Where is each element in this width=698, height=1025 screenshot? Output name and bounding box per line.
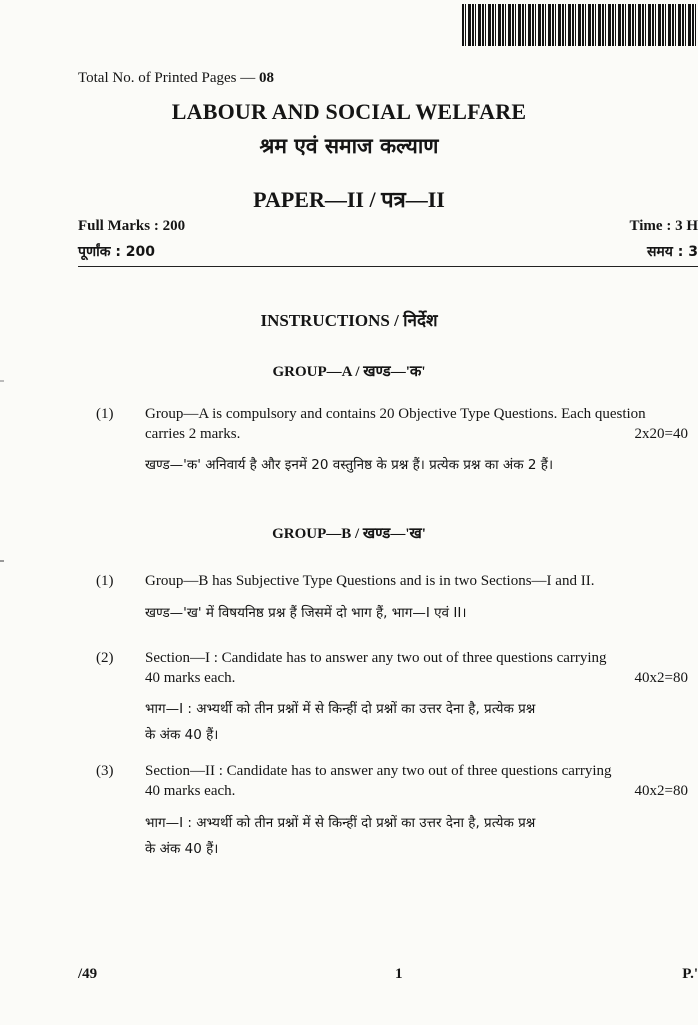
group-b-heading: GROUP—B / खण्ड—'ख'	[272, 526, 426, 542]
item-text-line2: 40 marks each.	[145, 783, 236, 799]
group-b-item-2-hindi-line2: के अंक 40 हैं।	[145, 727, 219, 743]
item-marks: 40x2=80	[634, 670, 688, 686]
printed-pages-line	[78, 70, 274, 87]
item-number: (1)	[96, 406, 114, 422]
barcode	[462, 4, 698, 46]
item-text-line2: 40 marks each.	[145, 670, 236, 686]
item-text-line2: carries 2 marks.	[145, 426, 241, 442]
item-marks: 2x20=40	[634, 426, 688, 442]
group-b-item-1-hindi: खण्ड—'ख' में विषयनिष्ठ प्रश्न हैं जिसमें दो भाग हैं, भाग—I एवं II।	[145, 605, 467, 621]
item-text-line1: Section—II : Candidate has to answer any two out of three questions carrying	[145, 763, 612, 779]
group-b-item-3-hindi-line2: के अंक 40 हैं।	[145, 841, 219, 857]
printed-pages-label: Total No. of Printed Pages —	[78, 70, 260, 86]
paper-title-hindi: श्रम एवं समाज कल्याण	[259, 134, 439, 158]
item-number: (3)	[96, 763, 114, 779]
group-a-heading: GROUP—A / खण्ड—'क'	[272, 364, 426, 380]
group-a-item-1-hindi: खण्ड—'क' अनिवार्य है और इनमें 20 वस्तुनिष्ठ के प्रश्न हैं। प्रत्येक प्रश्न का अंक 2 हैं।	[145, 457, 554, 473]
footer-code: /49	[78, 966, 98, 982]
item-marks: 40x2=80	[634, 783, 688, 799]
item-text-line1: Section—I : Candidate has to answer any two out of three questions carrying	[145, 650, 607, 666]
footer-pto: P.'	[682, 966, 698, 982]
item-text-line1: Group—B has Subjective Type Questions and is in two Sections—I and II.	[145, 573, 595, 589]
item-text-line1: Group—A is compulsory and contains 20 Objective Type Questions. Each question	[145, 406, 646, 422]
full-marks-english: Full Marks : 200	[78, 218, 186, 234]
group-b-item-3-hindi-line1: भाग—I : अभ्यर्थी को तीन प्रश्नों में से किन्हीं दो प्रश्नों का उत्तर देना है, प्रत्येक प्रश्न	[145, 815, 536, 831]
header-divider	[78, 266, 698, 267]
printed-pages-value: 08	[259, 70, 275, 86]
group-b-item-2-hindi-line1: भाग—I : अभ्यर्थी को तीन प्रश्नों में से किन्हीं दो प्रश्नों का उत्तर देना है, प्रत्येक प्रश्न	[145, 701, 536, 717]
instructions-heading: INSTRUCTIONS / निर्देश	[260, 311, 438, 330]
full-marks-hindi: पूर्णांक : 200	[78, 244, 156, 260]
footer-page-number: 1	[395, 966, 403, 982]
item-number: (1)	[96, 573, 114, 589]
item-number: (2)	[96, 650, 114, 666]
paper-number: PAPER—II / पत्र—II	[253, 187, 445, 212]
time-english: Time : 3 H	[629, 218, 698, 234]
paper-title-english: LABOUR AND SOCIAL WELFARE	[171, 99, 527, 124]
time-hindi: समय : 3	[646, 244, 698, 260]
